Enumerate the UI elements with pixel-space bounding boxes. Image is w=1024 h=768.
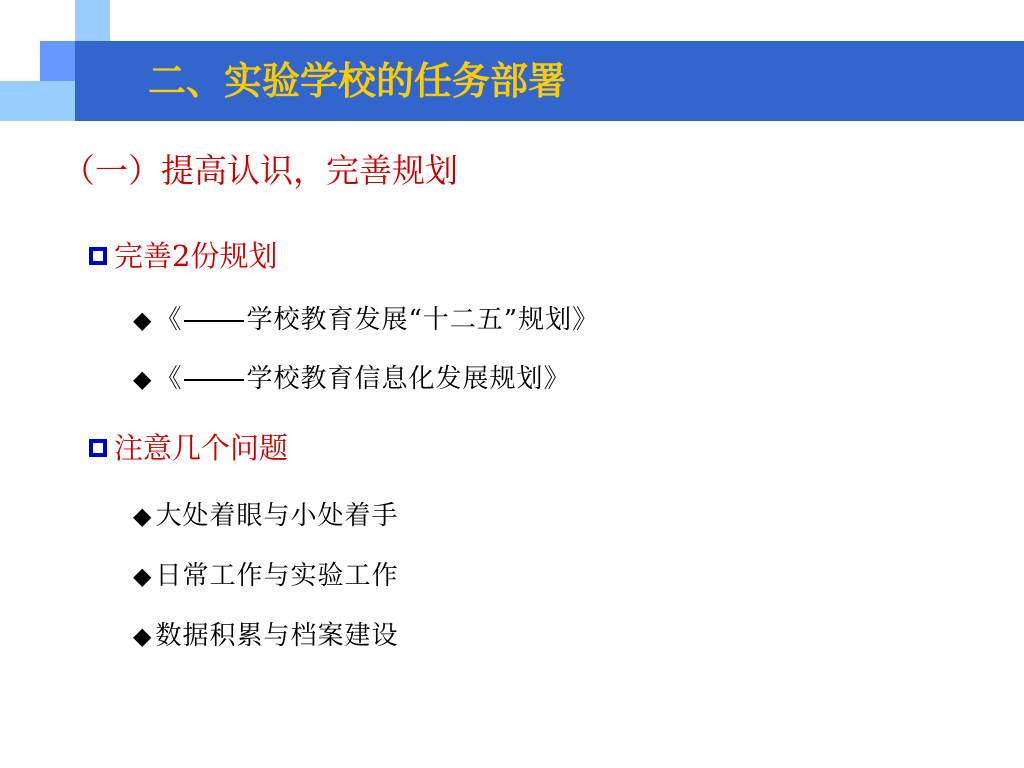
item-text: 学校教育信息化发展规划》 bbox=[246, 364, 571, 394]
deco-square-3 bbox=[0, 81, 40, 121]
diamond-bullet-icon: ◆ bbox=[133, 622, 152, 650]
diamond-bullet-icon: ◆ bbox=[133, 365, 152, 393]
diamond-bullet-icon: ◆ bbox=[133, 306, 152, 334]
blank-underline bbox=[184, 378, 244, 381]
list-item bbox=[133, 616, 398, 656]
list-item bbox=[133, 556, 398, 596]
deco-square-4 bbox=[40, 81, 75, 121]
square-bullet-icon bbox=[89, 439, 107, 457]
item-text: 数据积累与档案建设 bbox=[155, 621, 399, 651]
list-item bbox=[133, 359, 571, 399]
group-label: 注意几个问题 bbox=[114, 431, 289, 465]
item-text: 大处着眼与小处着手 bbox=[155, 501, 399, 531]
list-item bbox=[133, 300, 599, 340]
square-bullet-icon bbox=[89, 247, 107, 265]
group-label: 完善2份规划 bbox=[114, 239, 278, 273]
group-heading-plans bbox=[89, 236, 277, 276]
diamond-bullet-icon: ◆ bbox=[133, 502, 152, 530]
list-item bbox=[133, 496, 398, 536]
section-heading: （一）提高认识，完善规划 bbox=[62, 151, 458, 190]
deco-square-2 bbox=[40, 41, 75, 81]
diamond-bullet-icon: ◆ bbox=[133, 562, 152, 590]
item-text: 学校教育发展“十二五”规划》 bbox=[246, 305, 600, 335]
item-prefix: 《 bbox=[155, 305, 183, 335]
blank-underline bbox=[184, 319, 244, 322]
group-heading-issues bbox=[89, 428, 288, 468]
deco-square-1 bbox=[75, 0, 110, 41]
item-prefix: 《 bbox=[155, 364, 183, 394]
slide-title: 二、实验学校的任务部署 bbox=[148, 59, 567, 103]
item-text: 日常工作与实验工作 bbox=[155, 561, 399, 591]
